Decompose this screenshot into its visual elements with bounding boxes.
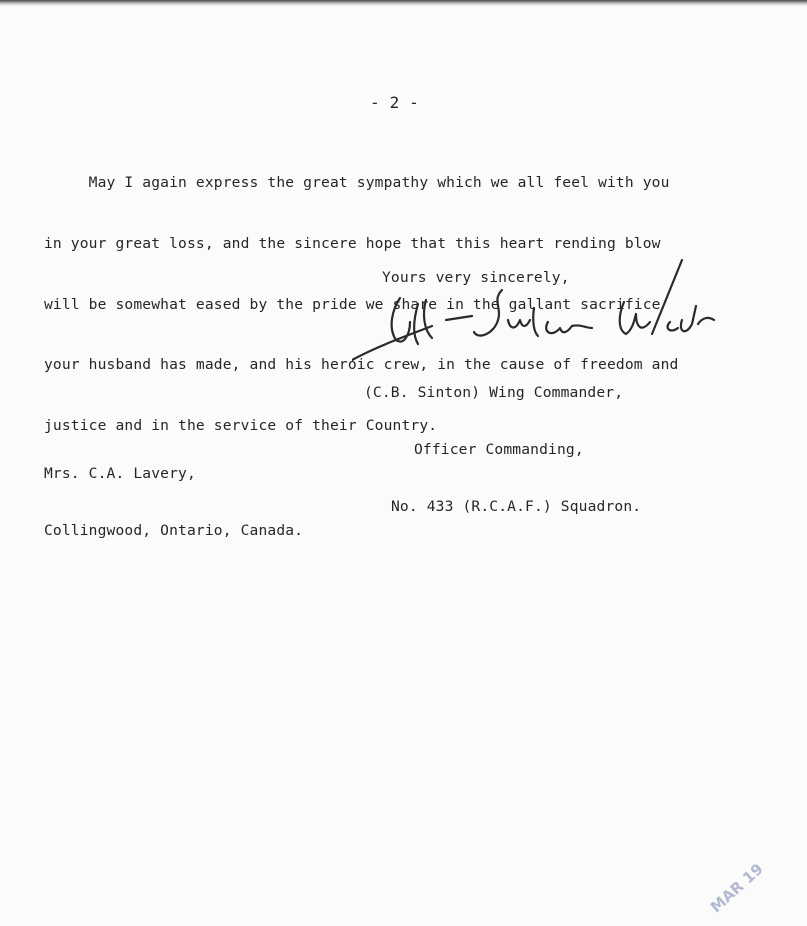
body-line: May I again express the great sympathy which we all feel with you [44, 174, 670, 192]
signer-unit: No. 433 (R.C.A.F.) Squadron. [391, 498, 642, 515]
body-line: in your great loss, and the sincere hope that this heart rending blow [44, 235, 661, 253]
recipient-location: Collingwood, Ontario, Canada. [44, 522, 304, 539]
signature-block [364, 345, 641, 554]
date-stamp [672, 822, 802, 926]
page-top-edge [0, 0, 807, 6]
body-line: justice and in the service of their Country. [44, 416, 438, 434]
body-line: will be somewhat eased by the pride we share in the gallant sacrifice [44, 295, 661, 313]
page-number: - 2 - [370, 93, 419, 112]
stamp-text: MAR 19 [706, 859, 767, 917]
closing-salutation: Yours very sincerely, [382, 269, 570, 286]
signer-name-rank: (C.B. Sinton) Wing Commander, [364, 384, 624, 401]
signer-position: Officer Commanding, [414, 441, 584, 458]
recipient-address [44, 426, 303, 578]
body-line: your husband has made, and his heroic crew, in the cause of freedom and [44, 356, 679, 374]
recipient-name: Mrs. C.A. Lavery, [44, 465, 196, 482]
